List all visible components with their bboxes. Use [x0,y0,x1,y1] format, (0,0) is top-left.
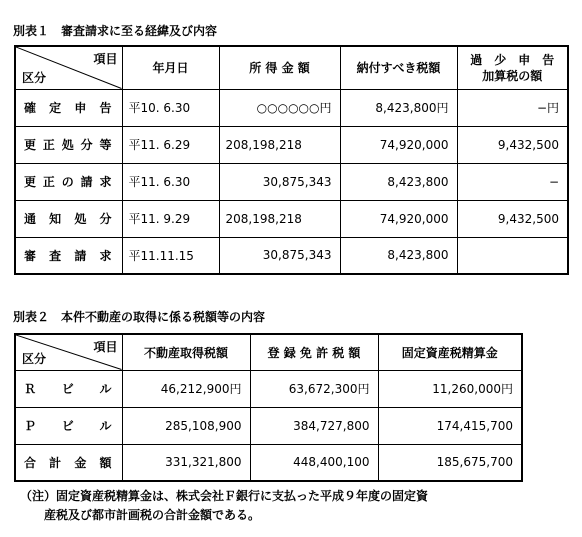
table1-row-label: 更正の請求 [15,163,122,200]
table2-row-label: Ｒ ビ ル [15,370,122,407]
table1-cell-date: 平10. 6.30 [122,89,219,126]
table1-header-item: 項目 [93,52,118,66]
table2-caption: 別表２ 本件不動産の取得に係る税額等の内容 [13,310,266,324]
table1-header-row [15,46,568,89]
table1-cell-penalty: − [457,163,568,200]
table-row [15,89,568,126]
footnote-line2: 産税及び都市計画税の合計金額である。 [44,508,261,522]
table2-col-registration-tax: 登 録 免 許 税 額 [250,334,378,370]
table2-row-label: 合計金額 [15,444,122,481]
table1-cell-tax: 74,920,000 [340,200,457,237]
table1-header-kubun: 区分 [22,70,47,85]
table2-col-acquisition-tax: 不動産取得税額 [122,334,250,370]
table1-row-label: 審査請求 [15,237,122,274]
table-row [15,237,568,274]
table1-col-date: 年月日 [122,46,219,89]
table-row [15,126,568,163]
table1-row-label: 更正処分等 [15,126,122,163]
table1-row-label: 通知処分 [15,200,122,237]
table2-cell-registration-tax: 384,727,800 [250,407,378,444]
table1-col-income: 所 得 金 額 [219,46,340,89]
table1-col-penalty-line2: 加算税の額 [482,68,543,83]
table1-cell-tax: 8,423,800 [340,163,457,200]
table2-row-label: Ｐ ビ ル [15,407,122,444]
table2-cell-property-tax-settlement: 11,260,000円 [378,370,522,407]
table1-row-label: 確定申告 [15,89,122,126]
table-row [15,200,568,237]
table1-col-tax: 納付すべき税額 [340,46,457,89]
table1-cell-date: 平11.11.15 [122,237,219,274]
table1-caption: 別表１ 審査請求に至る経緯及び内容 [13,24,218,38]
table1-cell-date: 平11. 9.29 [122,200,219,237]
table1-col-penalty-line1: 過 少 申 告 [470,52,555,67]
table2-cell-acquisition-tax: 46,212,900円 [122,370,250,407]
table2-header-item: 項目 [93,340,118,354]
table2-header-kubun: 区分 [22,351,47,366]
table1-cell-tax: 8,423,800 [340,237,457,274]
table2-cell-registration-tax: 448,400,100 [250,444,378,481]
table2 [14,333,523,482]
table1-cell-penalty [457,237,568,274]
table2-corner-cell [15,334,122,370]
footnote-line1: （注）固定資産税精算金は、株式会社Ｆ銀行に支払った平成９年度の固定資 [20,489,429,503]
table1-cell-penalty: 9,432,500 [457,200,568,237]
table2-cell-acquisition-tax: 285,108,900 [122,407,250,444]
table2-header-row [15,334,522,370]
table1-cell-income: 208,198,218 [219,200,340,237]
table-row [15,407,522,444]
table1-cell-penalty: 9,432,500 [457,126,568,163]
table-row [15,163,568,200]
table1-cell-income: 30,875,343 [219,163,340,200]
table1-cell-income: 208,198,218 [219,126,340,163]
table2-cell-registration-tax: 63,672,300円 [250,370,378,407]
table-row [15,444,522,481]
table2-col-property-tax-settlement: 固定資産税精算金 [378,334,522,370]
table1-cell-income: ○○○○○○円 [219,89,340,126]
table2-cell-property-tax-settlement: 174,415,700 [378,407,522,444]
table1 [14,45,569,275]
table1-cell-date: 平11. 6.29 [122,126,219,163]
table2-cell-acquisition-tax: 331,321,800 [122,444,250,481]
table-row [15,370,522,407]
table1-cell-tax: 74,920,000 [340,126,457,163]
table1-cell-income: 30,875,343 [219,237,340,274]
table2-cell-property-tax-settlement: 185,675,700 [378,444,522,481]
table1-corner-cell [15,46,122,89]
table1-cell-date: 平11. 6.30 [122,163,219,200]
footnote [20,487,576,525]
table1-cell-penalty: −円 [457,89,568,126]
table1-cell-tax: 8,423,800円 [340,89,457,126]
table1-col-penalty [457,46,568,89]
